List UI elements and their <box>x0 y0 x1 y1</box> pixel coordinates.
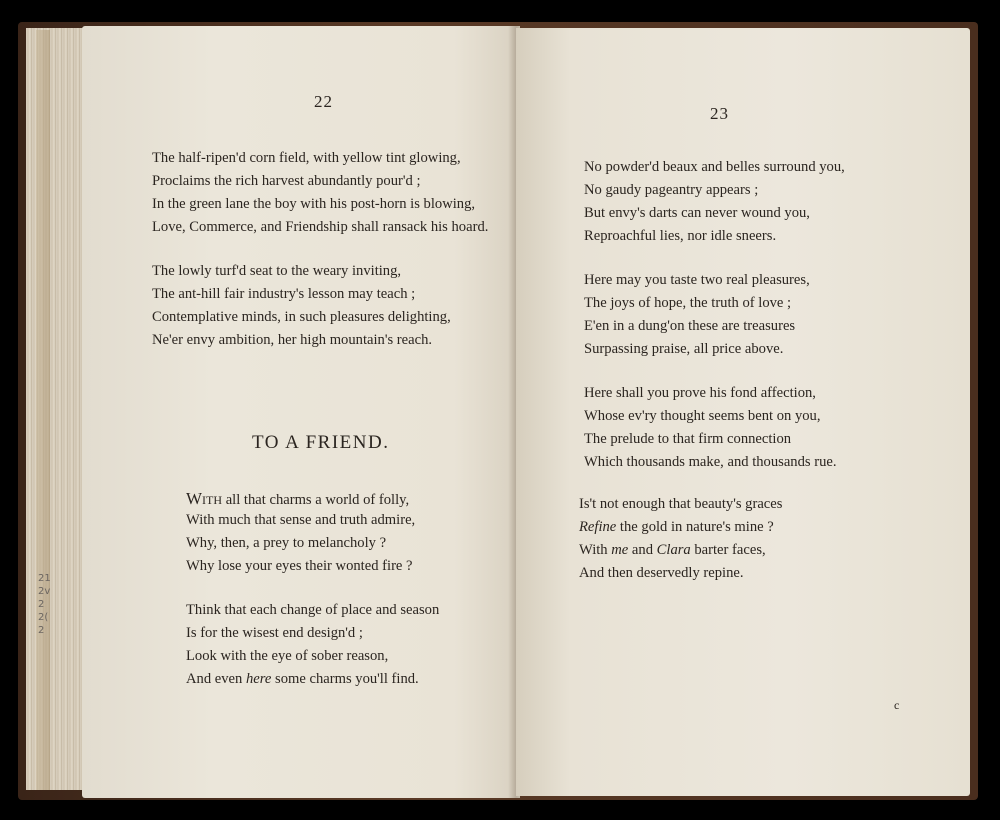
pencil-note: 2v <box>38 586 51 597</box>
verse-fragment: the gold in nature's mine ? <box>616 519 774 535</box>
verse-line: Surpassing praise, all price above. <box>584 341 784 357</box>
verse-line <box>579 519 774 536</box>
left-page <box>82 26 520 798</box>
verse-fragment: some charms you'll find. <box>271 671 419 687</box>
verse-line: Whose ev'ry thought seems bent on you, <box>584 408 821 424</box>
verse-line: The lowly turf'd seat to the weary inviting, <box>152 263 402 279</box>
verse-line: Ne'er envy ambition, her high mountain's reach. <box>152 332 433 348</box>
poem-title: TO A FRIEND. <box>252 432 390 453</box>
verse-line: The joys of hope, the truth of love ; <box>584 295 792 311</box>
italic-word: me <box>611 542 629 558</box>
page-number: 22 <box>314 92 333 111</box>
verse-line-rest: all that charms a world of folly, <box>222 492 410 508</box>
verse-line: Here shall you prove his fond affection, <box>584 385 816 401</box>
drop-cap-word: With <box>186 489 223 508</box>
verse-line: Think that each change of place and season <box>186 602 440 618</box>
pencil-note: 21 <box>38 573 51 584</box>
pencil-note: 2( <box>38 612 49 623</box>
verse-line: Contemplative minds, in such pleasures delighting, <box>152 309 451 325</box>
verse-line: Proclaims the rich harvest abundantly pour'd ; <box>152 173 421 189</box>
pencil-annotations <box>38 572 58 637</box>
verse-line: With much that sense and truth admire, <box>186 512 416 528</box>
verse-line: Love, Commerce, and Friendship shall ransack his hoard. <box>152 219 489 235</box>
page-number: 23 <box>710 104 729 123</box>
pencil-note: 2 <box>38 599 45 610</box>
verse-fragment: and <box>628 542 657 558</box>
verse-fragment: And even <box>186 671 246 687</box>
italic-word: Clara <box>656 542 691 558</box>
verse-fragment: With <box>579 542 612 558</box>
verse-line: E'en in a dung'on these are treasures <box>584 318 796 334</box>
verse-line: Reproachful lies, nor idle sneers. <box>584 228 777 244</box>
italic-word: Refine <box>579 519 617 535</box>
verse-line: Which thousands make, and thousands rue. <box>584 454 837 470</box>
verse-line: The half-ripen'd corn field, with yellow tint glowing, <box>152 150 461 166</box>
verse-line: No gaudy pageantry appears ; <box>584 182 759 198</box>
verse-line: Why, then, a prey to melancholy ? <box>186 535 387 551</box>
binding-edge <box>36 30 50 790</box>
verse-fragment: barter faces, <box>690 542 766 558</box>
verse-line: Why lose your eyes their wonted fire ? <box>186 558 413 574</box>
verse-line: The prelude to that firm connection <box>584 431 792 447</box>
verse-line: No powder'd beaux and belles surround you, <box>584 159 845 175</box>
verse-line: Is't not enough that beauty's graces <box>579 496 783 512</box>
verse-line: Look with the eye of sober reason, <box>186 648 389 664</box>
italic-word: here <box>245 671 272 687</box>
right-page <box>516 28 970 796</box>
verse-line <box>186 671 419 688</box>
verse-line: In the green lane the boy with his post-horn is blowing, <box>152 196 476 212</box>
verse-line: And then deservedly repine. <box>579 565 744 581</box>
verse-line: Here may you taste two real pleasures, <box>584 272 810 288</box>
verse-line <box>186 489 409 509</box>
signature-mark: c <box>894 698 900 712</box>
verse-line: Is for the wisest end design'd ; <box>186 625 363 641</box>
verse-line: The ant-hill fair industry's lesson may teach ; <box>152 286 416 302</box>
verse-line: But envy's darts can never wound you, <box>584 205 810 221</box>
verse-line <box>579 542 766 559</box>
pencil-note: 2 <box>38 625 45 636</box>
